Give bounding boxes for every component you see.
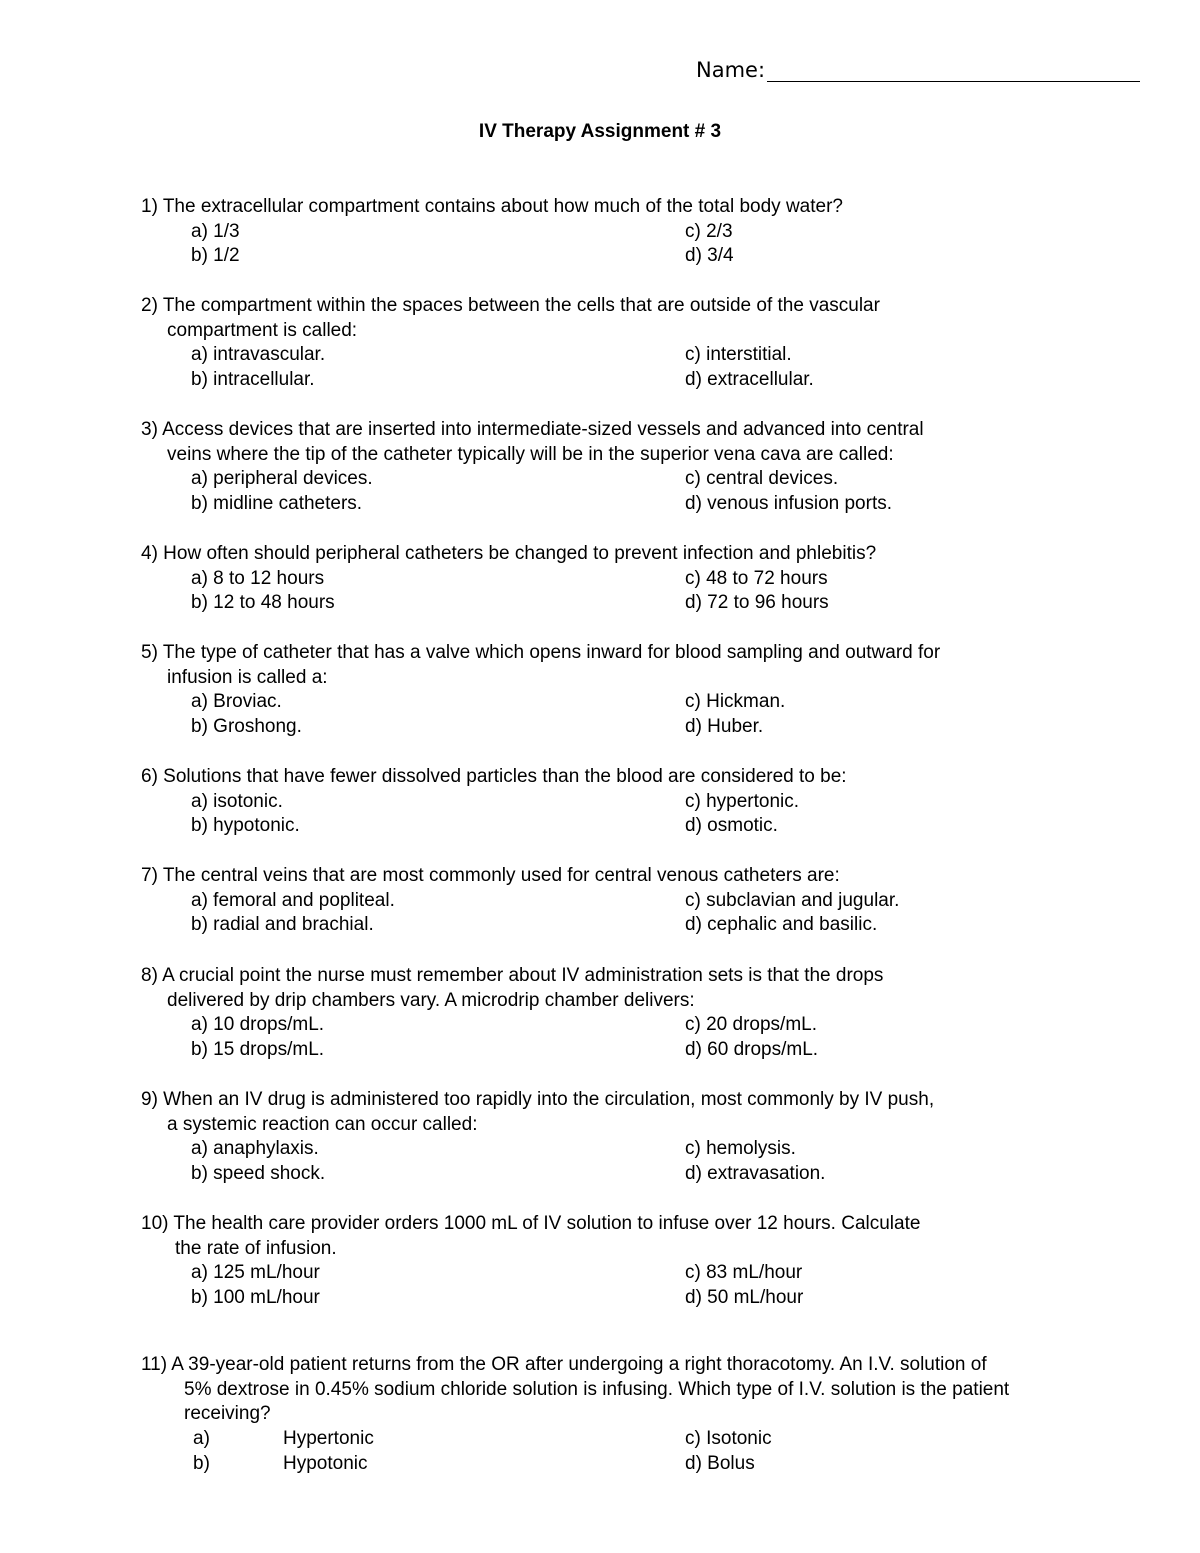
question-stem: 10) The health care provider orders 1000 mL of IV solution to infuse over 12 hours. Calculate [141,1213,921,1234]
option-row [141,244,1141,269]
question-3 [141,418,1141,517]
option-a: a) isotonic. [191,790,283,812]
option-row [141,690,1141,715]
option-row [141,1261,1141,1286]
option-row [141,467,1141,492]
option-text: Hypotonic [283,1452,368,1474]
option-d: d) cephalic and basilic. [685,914,878,936]
option-row [141,1286,1141,1311]
option-a: a) intravascular. [191,344,326,366]
option-row [141,492,1141,517]
question-6 [141,765,1141,839]
question-11 [141,1353,1141,1477]
option-a: a) anaphylaxis. [191,1138,319,1160]
question-9 [141,1088,1141,1187]
option-row [141,1038,1141,1063]
option-c: c) 20 drops/mL. [685,1014,817,1036]
option-b: b) 12 to 48 hours [191,592,335,614]
option-row [141,889,1141,914]
option-row [141,790,1141,815]
option-d: d) osmotic. [685,815,778,837]
option-row [141,1452,1141,1477]
option-c: c) 83 mL/hour [685,1262,803,1284]
question-stem: 1) The extracellular compartment contains about how much of the total body water? [141,196,843,217]
option-b: b) midline catheters. [191,493,363,515]
question-stem: infusion is called a: [167,666,328,688]
option-row [141,368,1141,393]
option-d: d) 60 drops/mL. [685,1039,819,1061]
question-stem: 11) A 39-year-old patient returns from the OR after undergoing a right thoracotomy. An I.V. solution of [141,1354,987,1375]
option-row [141,1137,1141,1162]
name-field [696,52,1140,82]
option-b: b) speed shock. [191,1163,326,1185]
option-d: d) venous infusion ports. [685,493,893,515]
option-c: c) Hickman. [685,691,786,713]
option-c: c) 48 to 72 hours [685,567,828,589]
question-stem: 2) The compartment within the spaces between the cells that are outside of the vascular [141,295,880,316]
option-c: c) interstitial. [685,344,792,366]
option-row [141,715,1141,740]
question-stem: a systemic reaction can occur called: [167,1113,478,1135]
question-stem: 4) How often should peripheral catheters be changed to prevent infection and phlebitis? [141,543,877,564]
option-d: d) 50 mL/hour [685,1287,804,1309]
option-d: d) extravasation. [685,1163,826,1185]
question-stem: the rate of infusion. [175,1237,337,1259]
option-c: c) hypertonic. [685,790,800,812]
question-1 [141,195,1141,269]
option-a: a) 10 drops/mL. [191,1014,325,1036]
question-stem: 9) When an IV drug is administered too rapidly into the circulation, most commonly by IV push, [141,1089,935,1110]
option-letter: b) [193,1452,210,1474]
option-c: c) 2/3 [685,220,733,242]
option-letter: a) [193,1428,210,1450]
question-7 [141,864,1141,938]
question-2 [141,294,1141,393]
option-a [141,1427,685,1452]
option-b: b) intracellular. [191,369,315,391]
option-d: d) Huber. [685,716,764,738]
option-b: b) 100 mL/hour [191,1287,320,1309]
option-a: a) femoral and popliteal. [191,889,395,911]
option-a: a) Broviac. [191,691,282,713]
option-d: d) extracellular. [685,369,814,391]
option-c: c) hemolysis. [685,1138,796,1160]
option-row [141,1013,1141,1038]
question-stem: 6) Solutions that have fewer dissolved particles than the blood are considered to be: [141,766,847,787]
option-row [141,814,1141,839]
option-c: c) Isotonic [685,1428,772,1450]
question-stem: receiving? [184,1403,271,1425]
question-4 [141,542,1141,616]
name-blank-line[interactable] [767,57,1140,82]
question-stem: compartment is called: [167,319,358,341]
option-text: Hypertonic [283,1428,374,1450]
option-d: d) Bolus [685,1452,755,1474]
option-row [141,913,1141,938]
question-stem: veins where the tip of the catheter typically will be in the superior vena cava are called: [167,443,894,465]
option-b: b) 15 drops/mL. [191,1039,325,1061]
option-row [141,1162,1141,1187]
option-row [141,1427,1141,1452]
option-row [141,343,1141,368]
question-5 [141,641,1141,740]
option-a: a) 125 mL/hour [191,1262,320,1284]
option-a: a) peripheral devices. [191,468,373,490]
question-stem: delivered by drip chambers vary. A microdrip chamber delivers: [167,989,695,1011]
name-label: Name: [696,58,766,82]
page-title: IV Therapy Assignment # 3 [478,121,722,142]
question-10 [141,1212,1141,1311]
question-stem: 8) A crucial point the nurse must remember about IV administration sets is that the drops [141,965,884,986]
option-b: b) Groshong. [191,716,302,738]
option-a: a) 8 to 12 hours [191,567,325,589]
option-c: c) subclavian and jugular. [685,889,900,911]
question-stem: 5) The type of catheter that has a valve which opens inward for blood sampling and outward for [141,642,941,663]
question-stem: 5% dextrose in 0.45% sodium chloride solution is infusing. Which type of I.V. solution is the patient [184,1378,1010,1400]
option-row [141,591,1141,616]
option-row [141,220,1141,245]
option-d: d) 3/4 [685,245,734,267]
question-stem: 7) The central veins that are most commonly used for central venous catheters are: [141,865,840,886]
option-row [141,567,1141,592]
option-b: b) 1/2 [191,245,240,267]
option-d: d) 72 to 96 hours [685,592,829,614]
question-stem: 3) Access devices that are inserted into intermediate-sized vessels and advanced into central [141,419,924,440]
option-c: c) central devices. [685,468,839,490]
option-a: a) 1/3 [191,220,240,242]
option-b: b) hypotonic. [191,815,300,837]
question-8 [141,964,1141,1063]
option-b [141,1452,685,1477]
option-b: b) radial and brachial. [191,914,374,936]
